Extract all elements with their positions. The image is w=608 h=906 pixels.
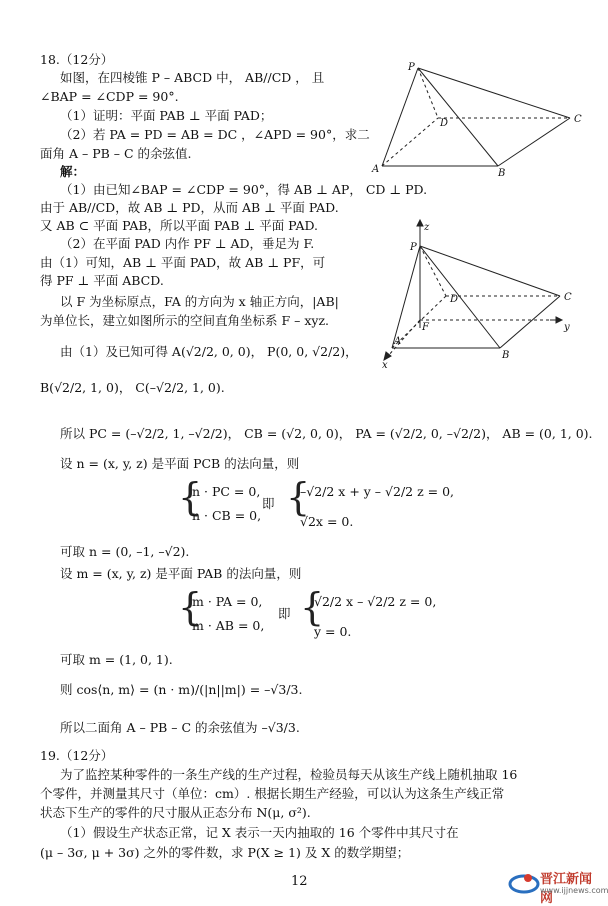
equation-connector: 即 [262,496,275,511]
solution-line: 为单位长，建立如图所示的空间直角坐标系 F – xyz. [40,313,330,328]
equation: m · AB = 0, [192,618,265,633]
vertex-label: A [372,164,380,175]
solution-line: 则 cos⟨n, m⟩ = (n · m)/(|n||m|) = –√3/3. [60,682,303,697]
q19-line: 状态下生产的零件的尺寸服从正态分布 N(μ, σ²). [40,805,311,820]
site-logo-icon [508,868,540,896]
brace-left: { [178,585,203,629]
q19-line: （1）假设生产状态正常，记 X 表示一天内抽取的 16 个零件中其尺寸在 [60,825,459,840]
q18-part1: （1）证明：平面 PAB ⊥ 平面 PAD； [60,108,273,123]
brace-left: { [286,475,311,519]
watermark-name: 晋江新闻网 [540,872,593,906]
vertex-label: D [450,294,459,305]
axis-label: z [424,222,430,233]
equation: n · CB = 0, [192,508,262,523]
solution-line: 由（1）可知，AB ⊥ 平面 PAD，故 AB ⊥ PF，可 [40,255,326,270]
q18-stem-line1: 如图，在四棱锥 P – ABCD 中， AB//CD ， 且 [60,70,325,85]
axis-label: x [382,360,388,371]
solution-line: 可取 n = (0, –1, –√2). [60,544,190,559]
solution-label: 解： [60,164,86,179]
solution-line: B(√2/2, 1, 0)， C(–√2/2, 1, 0). [40,380,225,395]
q18-part2-line2: 面角 A – PB – C 的余弦值. [40,146,192,161]
equation: n · PC = 0, [192,484,261,499]
q19-line: 为了监控某种零件的一条生产线的生产过程，检验员每天从该生产线上随机抽取 16 [60,767,518,782]
vertex-label: C [574,114,582,125]
brace-left: { [178,475,203,519]
equation: √2/2 x – √2/2 z = 0, [314,594,437,609]
q19-line: (μ – 3σ, μ + 3σ) 之外的零件数，求 P(X ≥ 1) 及 X 的数学期望； [40,845,410,860]
axis-label: y [564,322,570,333]
equation: √2x = 0. [300,514,354,529]
vertex-label: P [410,242,417,253]
solution-line: 以 F 为坐标原点，FA 的方向为 x 轴正方向，|AB| [60,294,339,309]
solution-line: 所以二面角 A – PB – C 的余弦值为 –√3/3. [60,720,300,735]
page-number: 12 [291,874,308,889]
solution-line: 由（1）及已知可得 A(√2/2, 0, 0)， P(0, 0, √2/2)， [60,344,358,359]
solution-line: 得 PF ⊥ 平面 ABCD. [40,273,164,288]
q18-header: 18.（12分） [40,52,114,67]
vertex-label: D [440,118,449,129]
equation-connector: 即 [278,606,291,621]
solution-line: 又 AB ⊂ 平面 PAB，所以平面 PAB ⊥ 平面 PAD. [40,218,319,233]
solution-line: 所以 PC = (–√2/2, 1, –√2/2)， CB = (√2, 0, 0)， PA = (√2/2, 0, –√2/2)， AB = (0, 1, 0). [60,426,593,441]
vertex-label: F [422,322,429,333]
brace-left: { [300,585,325,629]
q18-stem-line2: ∠BAP = ∠CDP = 90°. [40,89,179,104]
vertex-label: C [564,292,572,303]
watermark-url: www.ijjnews.com [540,886,608,895]
q18-part2-line1: （2）若 PA = PD = AB = DC ，∠APD = 90°，求二 [60,127,370,142]
solution-line: （2）在平面 PAD 内作 PF ⊥ AD，垂足为 F. [60,236,315,251]
pyramid-figure-1 [370,58,590,178]
equation: y = 0. [314,624,352,639]
solution-line: 由于 AB//CD，故 AB ⊥ PD，从而 AB ⊥ 平面 PAD. [40,200,339,215]
q19-line: 个零件，并测量其尺寸（单位：cm）. 根据长期生产经验，可以认为这条生产线正常 [40,786,505,801]
vertex-label: B [502,350,510,361]
equation: –√2/2 x + y – √2/2 z = 0, [300,484,455,499]
solution-line: （1）由已知∠BAP = ∠CDP = 90°，得 AB ⊥ AP， CD ⊥ PD. [60,182,428,197]
q19-header: 19.（12分） [40,748,114,763]
vertex-label: B [498,168,506,179]
vertex-label: P [408,62,415,73]
solution-line: 设 n = (x, y, z) 是平面 PCB 的法向量，则 [60,456,300,471]
solution-line: 设 m = (x, y, z) 是平面 PAB 的法向量，则 [60,566,302,581]
equation: m · PA = 0, [192,594,263,609]
solution-line: 可取 m = (1, 0, 1). [60,652,173,667]
pyramid-figure-2 [380,220,590,370]
vertex-label: A [394,336,402,347]
